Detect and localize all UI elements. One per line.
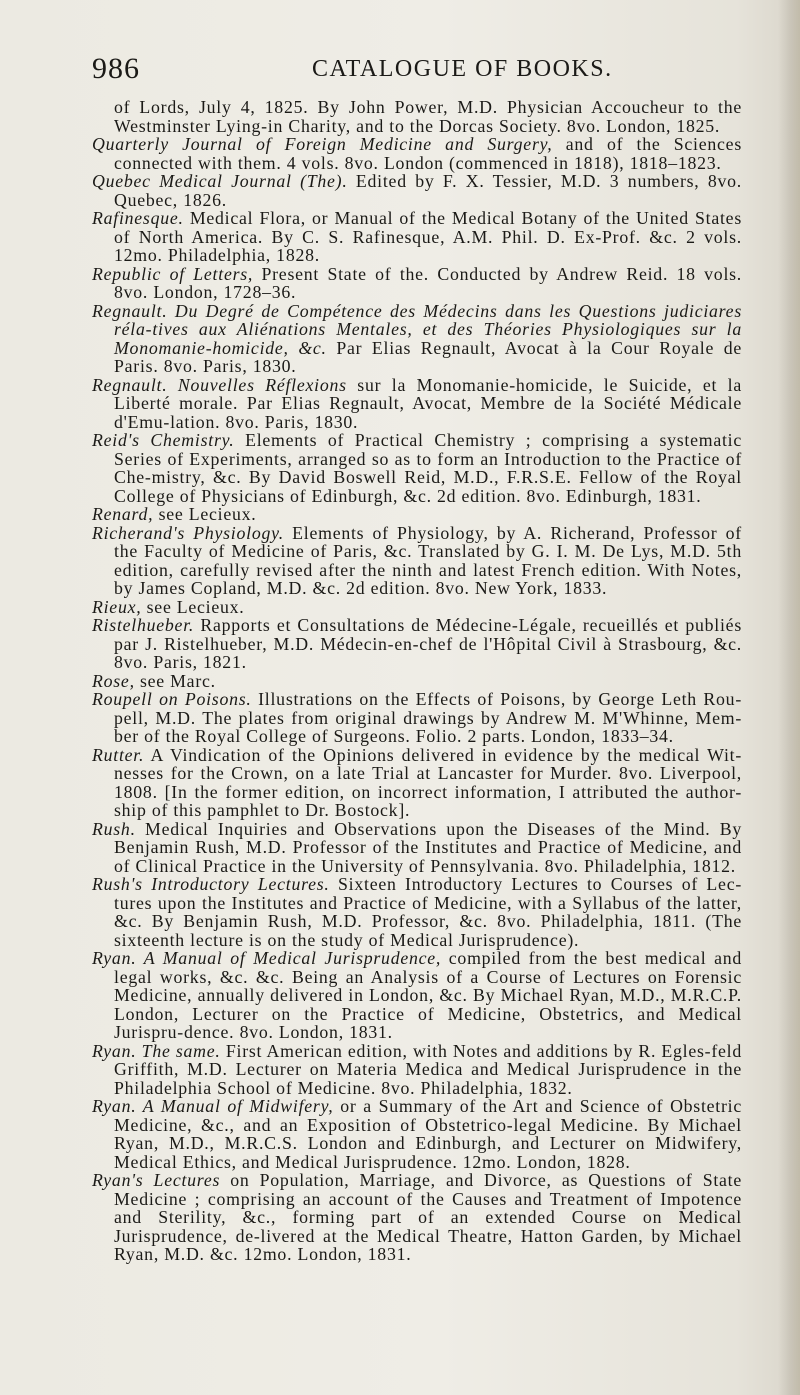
entry-lead: Rush's Introductory Lectures.: [92, 874, 330, 894]
entry-lead: Richerand's Physiology.: [92, 522, 284, 543]
entry-lead: Quarterly Journal of Foreign Medicine and Surgery,: [92, 134, 553, 154]
catalogue-entry: [92, 376, 742, 432]
catalogue-entry: [92, 820, 742, 876]
catalogue-entry: [92, 524, 742, 598]
entry-lead: Rush.: [92, 818, 136, 839]
entry-lead: Quebec Medical Journal (The).: [92, 171, 348, 191]
catalogue-entry: [92, 598, 742, 617]
page-header: [92, 52, 742, 92]
catalogue-entry: [92, 265, 742, 302]
entry-text: compiled from the best medical and legal works, &c. &c. Being an Analysis of a Course of Lectures on Forensic Medicine, annually delivered in London, &c. By Michael Ryan, M.D., M.R.C.P. London, Lecturer on the Practice of Medicine, Obstetrics, and Medical Jurispru-dence. 8vo. London, 1831.: [114, 948, 742, 1042]
entry-text: and of the Sciences connected with them. 4 vols. 8vo. London (commenced in 1818), 1818–1823.: [114, 134, 742, 173]
catalogue-entry: [92, 172, 742, 209]
entry-text: First American edition, with Notes and additions by R. Egles-feld Griffith, M.D. Lecturer on Materia Medica and Medical Jurisprudence in the Philadelphia School of Medicine. 8vo. Philadelphia, 1832.: [114, 1040, 742, 1098]
entry-text: Present State of the. Conducted by Andrew Reid. 18 vols. 8vo. London, 1728–36.: [114, 263, 743, 302]
catalogue-entry: [92, 98, 742, 135]
catalogue-entry: [92, 746, 742, 820]
catalogue-entry: [92, 135, 742, 172]
entry-text: Elements of Physiology, by A. Richerand, Professor of the Faculty of Medicine of Paris, &c. Translated by G. I. M. De Lys, M.D. 5th edition, carefully revised after the ninth and latest French edition. With Notes, by James Copland, M.D. &c. 2d edition. 8vo. New York, 1833.: [114, 522, 742, 598]
catalogue-entry: [92, 875, 742, 949]
entry-text: see Lecieux.: [141, 596, 245, 617]
catalogue-entry: [92, 1171, 742, 1264]
entry-text: of Lords, July 4, 1825. By John Power, M.D. Physician Accoucheur to the Westminster Lying-in Charity, and to the Dorcas Society. 8vo. London, 1825.: [114, 97, 742, 136]
entry-text: Illustrations on the Effects of Poisons, by George Leth Rou-pell, M.D. The plates from original drawings by Andrew M. M'Whinne, Mem-ber of the Royal College of Surgeons. Folio. 2 parts. London, 1833–34.: [114, 689, 742, 746]
entry-lead: Ryan. A Manual of Midwifery,: [92, 1096, 334, 1116]
entry-text: A Vindication of the Opinions delivered in evidence by the medical Wit-nesses for the Crown, on a late Trial at Lancaster for Murder. 8vo. Liverpool, 1808. [In the former edition, on incorrect information, I attributed the author-ship of this pamphlet to Dr. Bostock].: [114, 744, 742, 820]
entry-lead: Renard,: [92, 504, 154, 524]
entry-text: see Marc.: [134, 670, 216, 691]
entry-text: Edited by F. X. Tessier, M.D. 3 numbers, 8vo. Quebec, 1826.: [114, 171, 742, 210]
entry-lead: Republic of Letters,: [92, 263, 254, 284]
entry-text: or a Summary of the Art and Science of Obstetric Medicine, &c., and an Exposition of Obstetrico-legal Medicine. By Michael Ryan, M.D., M.R.C.S. London and Edinburgh, and Lecturer on Midwifery, Medical Ethics, and Medical Jurisprudence. 12mo. London, 1828.: [114, 1096, 742, 1172]
catalogue-entry: [92, 431, 742, 505]
catalogue-entry: [92, 209, 742, 265]
catalogue-entry: [92, 616, 742, 672]
entry-lead: Rose,: [92, 670, 135, 691]
entry-lead: Roupell on Poisons.: [92, 689, 252, 709]
entry-text: Rapports et Consultations de Médecine-Légale, recueillés et publiés par J. Ristelhueber, M.D. Médecin-en-chef de l'Hôpital Civil à Strasbourg, &c. 8vo. Paris, 1821.: [114, 615, 742, 672]
entry-text: on Population, Marriage, and Divorce, as Questions of State Medicine ; comprising an account of the Causes and Treatment of Impotence and Sterility, &c., forming part of an extended Course on Medical Jurisprudence, de-livered at the Medical Theatre, Hatton Garden, by Michael Ryan, M.D. &c. 12mo. London, 1831.: [114, 1170, 742, 1264]
catalogue-entry: [92, 1097, 742, 1171]
running-head: CATALOGUE OF BOOKS.: [312, 56, 613, 82]
entry-lead: Ristelhueber.: [92, 615, 195, 635]
entry-lead: Rafinesque.: [92, 208, 184, 228]
entry-lead: Regnault. Nouvelles Réflexions: [92, 374, 347, 395]
entry-text: Elements of Practical Chemistry ; comprising a systematic Series of Experiments, arranged so as to form an Introduction to the Practice of Che-mistry, &c. By David Boswell Reid, M.D., F.R.S.E. Fellow of the Royal College of Physicians of Edinburgh, &c. 2d edition. 8vo. Edinburgh, 1831.: [114, 430, 743, 506]
entry-text: Par Elias Regnault, Avocat à la Cour Royale de Paris. 8vo. Paris, 1830.: [114, 337, 742, 376]
entry-lead: Rutter.: [92, 744, 145, 765]
entry-text: Sixteen Introductory Lectures to Courses of Lec-tures upon the Institutes and Practice of Medicine, with a Syllabus of the latter, &c. By Benjamin Rush, M.D. Professor, &c. 8vo. Philadelphia, 1811. (The sixteenth lecture is on the study of Medical Jurisprudence).: [114, 874, 743, 950]
entry-lead: Rieux,: [92, 596, 142, 617]
entry-lead: Reid's Chemistry.: [92, 430, 235, 450]
entry-text: Medical Flora, or Manual of the Medical Botany of the United States of North America. By C. S. Rafinesque, A.M. Phil. D. Ex-Prof. &c. 2 vols. 12mo. Philadelphia, 1828.: [114, 208, 742, 265]
entry-lead: Ryan. A Manual of Medical Jurisprudence,: [92, 948, 442, 968]
catalogue-entries: [92, 98, 742, 1264]
page-number: 986: [92, 52, 140, 85]
catalogue-entry: [92, 672, 742, 691]
entry-lead: Regnault. Du Degré de Compétence des Médecins dans les Questions judiciares réla-tives aux Aliénations Mentales, et des Théories Physiologiques sur la Monomanie-homicide, &c.: [92, 300, 742, 358]
catalogue-entry: [92, 302, 742, 376]
entry-lead: Ryan's Lectures: [92, 1170, 221, 1190]
entry-text: Medical Inquiries and Observations upon the Diseases of the Mind. By Benjamin Rush, M.D. Professor of the Institutes and Practice of Medicine, and of Clinical Practice in the University of Pennsylvania. 8vo. Philadelphia, 1812.: [114, 818, 742, 876]
catalogue-entry: [92, 690, 742, 746]
catalogue-entry: [92, 1042, 742, 1098]
catalogue-entry: [92, 949, 742, 1042]
entry-lead: Ryan. The same.: [92, 1040, 221, 1061]
entry-text: sur la Monomanie-homicide, le Suicide, et la Liberté morale. Par Elias Regnault, Avocat, Membre de la Société Médicale d'Emu-lation. 8vo. Paris, 1830.: [114, 374, 742, 432]
entry-text: see Lecieux.: [153, 504, 257, 524]
catalogue-entry: [92, 505, 742, 524]
page-edge-shadow: [778, 0, 800, 1395]
